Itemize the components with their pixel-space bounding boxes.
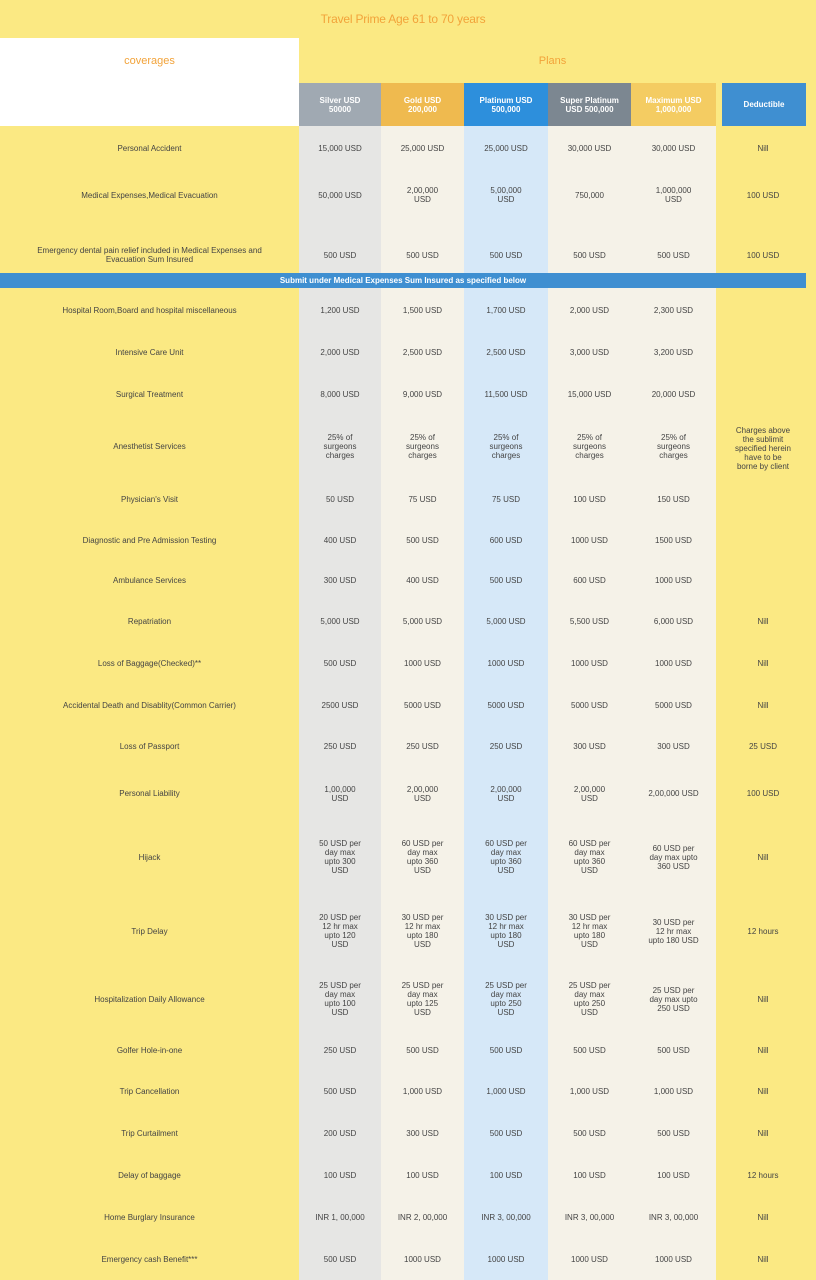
table-cell: 300 USD: [657, 742, 690, 751]
table-cell: 1000 USD: [404, 1254, 441, 1264]
table-cell: 500 USD: [657, 250, 690, 260]
table-cell: [720, 290, 806, 331]
plan-header-maximum: Maximum USD 1,000,000: [631, 83, 716, 126]
table-cell: 3,000 USD: [569, 347, 610, 357]
table-cell: 100 USD: [323, 1171, 357, 1180]
table-cell: 50,000 USD: [318, 190, 362, 200]
table-cell: 25,000 USD: [400, 143, 445, 153]
row-label: Physician's Visit: [121, 494, 178, 504]
table-cell: 5000 USD: [487, 700, 525, 710]
table-cell: 1000 USD: [655, 575, 692, 585]
row-label: Anesthetist Services: [113, 442, 186, 451]
table-cell: [720, 373, 806, 415]
plan-header-super-platinum: Super Platinum USD 500,000: [548, 83, 631, 126]
row-label: Trip Cancellation: [119, 1086, 180, 1096]
row-label: Diagnostic and Pre Admission Testing: [82, 535, 217, 545]
row-label: Trip Delay: [131, 926, 168, 936]
table-cell: 25 USD per day max upto 250 USD: [485, 981, 527, 1017]
table-cell: 25% of surgeons charges: [573, 433, 606, 460]
row-label: Home Burglary Insurance: [104, 1212, 195, 1222]
table-cell: 500 USD: [323, 658, 357, 668]
table-cell: 100 USD: [406, 1171, 439, 1180]
table-cell: INR 2, 00,000: [397, 1212, 448, 1222]
table-cell: 200 USD: [323, 1129, 357, 1138]
table-cell: 5,500 USD: [569, 616, 610, 626]
table-cell: 15,000 USD: [567, 389, 612, 399]
table-cell: 400 USD: [406, 575, 439, 585]
table-cell: INR 3, 00,000: [481, 1212, 531, 1222]
table-cell: [720, 478, 806, 520]
table-cell: 250 USD: [323, 742, 357, 751]
table-cell: 500 USD: [406, 535, 439, 545]
table-cell: 500 USD: [573, 1045, 606, 1055]
plan-header-gold: Gold USD 200,000: [381, 83, 464, 126]
table-cell: 30 USD per 12 hr max upto 180 USD: [485, 913, 527, 949]
table-cell: 750,000: [575, 190, 604, 200]
row-label: Hijack: [138, 852, 161, 862]
table-cell: 60 USD per day max upto 360 USD: [649, 843, 698, 871]
table-cell: 500 USD: [573, 250, 606, 260]
table-cell: 25 USD per day max upto 125 USD: [401, 981, 444, 1017]
table-cell: 100 USD: [573, 494, 606, 504]
table-cell: Nill: [757, 143, 769, 153]
plan-header-silver: Silver USD 50000: [299, 83, 381, 126]
plan-header-platinum: Platinum USD 500,000: [464, 83, 548, 126]
table-cell: 30 USD per 12 hr max upto 180 USD: [401, 913, 444, 949]
table-cell: [720, 560, 806, 600]
section-divider: Submit under Medical Expenses Sum Insured as specified below: [0, 273, 806, 288]
table-cell: Nill: [757, 852, 769, 862]
table-cell: 2,00,000 USD: [573, 784, 606, 803]
table-cell: 1,700 USD: [486, 306, 526, 315]
table-cell: 1,200 USD: [320, 306, 360, 315]
table-cell: 250 USD: [406, 742, 439, 751]
table-cell: 75 USD: [491, 494, 520, 504]
table-cell: 50 USD: [325, 494, 354, 504]
table-cell: 1000 USD: [571, 535, 608, 545]
coverages-header: coverages: [0, 38, 299, 83]
table-cell: 1,00,000 USD: [324, 784, 356, 803]
table-cell: 25 USD: [748, 742, 777, 751]
plans-header: Plans: [538, 54, 567, 67]
table-cell: [720, 415, 806, 478]
table-cell: 60 USD per day max upto 360 USD: [485, 839, 527, 875]
table-cell: 5,000 USD: [486, 616, 526, 626]
row-label: Hospital Room,Board and hospital miscellaneous: [62, 306, 237, 315]
table-cell: Nill: [757, 1254, 769, 1264]
table-cell: Nill: [757, 1045, 769, 1055]
table-cell: 1000 USD: [487, 658, 525, 668]
table-cell: 30 USD per 12 hr max upto 180 USD: [568, 913, 611, 949]
table-cell: [720, 331, 806, 373]
table-cell: 1000 USD: [571, 658, 608, 668]
table-cell: 250 USD: [323, 1045, 357, 1055]
table-cell: 100 USD: [657, 1171, 690, 1180]
table-cell: 500 USD: [489, 575, 523, 585]
table-cell: 11,500 USD: [484, 389, 528, 399]
table-cell: [720, 520, 806, 560]
table-cell: 30,000 USD: [651, 143, 696, 153]
table-cell: 60 USD per day max upto 360 USD: [401, 839, 444, 875]
table-cell: 500 USD: [657, 1129, 690, 1138]
table-cell: 1,000 USD: [653, 1086, 694, 1096]
table-cell: 50 USD per day max upto 300 USD: [319, 839, 361, 875]
table-cell: 5000 USD: [655, 700, 692, 710]
table-cell: Nill: [757, 1212, 769, 1222]
table-cell: 2,000 USD: [320, 347, 360, 357]
table-cell: Nill: [757, 700, 769, 710]
table-cell: 600 USD: [573, 575, 606, 585]
table-cell: 1,000,000 USD: [655, 186, 692, 204]
table-cell: 6,000 USD: [653, 616, 694, 626]
table-cell: 100 USD: [746, 190, 780, 200]
row-label: Intensive Care Unit: [115, 347, 184, 357]
table-cell: 8,000 USD: [320, 389, 360, 399]
table-cell: Nill: [757, 1129, 769, 1138]
table-cell: Nill: [757, 658, 769, 668]
row-label: Personal Accident: [117, 143, 182, 153]
table-cell: 1,500 USD: [402, 306, 443, 315]
table-cell: 500 USD: [489, 250, 523, 260]
table-cell: 300 USD: [323, 575, 357, 585]
row-label: Trip Curtailment: [121, 1129, 178, 1138]
row-label: Hospitalization Daily Allowance: [94, 994, 205, 1004]
table-cell: 25% of surgeons charges: [323, 433, 357, 460]
table-cell: 20 USD per 12 hr max upto 120 USD: [319, 913, 361, 949]
table-cell: 2500 USD: [321, 700, 359, 710]
table-cell: 500 USD: [406, 250, 439, 260]
table-cell: Nill: [757, 616, 769, 626]
row-label: Ambulance Services: [113, 575, 186, 585]
table-cell: 500 USD: [657, 1045, 690, 1055]
table-cell: 5,00,000 USD: [490, 186, 522, 204]
row-label: Delay of baggage: [118, 1171, 181, 1180]
row-label: Medical Expenses,Medical Evacuation: [81, 190, 218, 200]
table-cell: 500 USD: [323, 1254, 357, 1264]
table-cell: 150 USD: [657, 494, 690, 504]
table-cell: 30,000 USD: [567, 143, 612, 153]
table-cell: INR 3, 00,000: [564, 1212, 615, 1222]
table-cell: 1000 USD: [655, 658, 692, 668]
table-cell: 30 USD per 12 hr max upto 180 USD: [648, 917, 699, 945]
table-cell: 2,500 USD: [486, 347, 526, 357]
table-cell: 300 USD: [406, 1129, 439, 1138]
table-cell: 1,000 USD: [402, 1086, 443, 1096]
table-cell: 12 hours: [747, 926, 779, 936]
table-cell: 100 USD: [489, 1171, 523, 1180]
table-cell: INR 3, 00,000: [648, 1212, 699, 1222]
merged-deductible-note: Charges above the sublimit specified herein have to be borne by client: [734, 425, 792, 471]
table-cell: 2,00,000 USD: [406, 186, 439, 204]
table-cell: 5000 USD: [404, 700, 441, 710]
table-cell: 9,000 USD: [402, 389, 443, 399]
table-cell: INR 1, 00,000: [315, 1212, 365, 1222]
table-cell: 5000 USD: [571, 700, 608, 710]
row-label: Repatriation: [127, 616, 172, 626]
table-cell: 1000 USD: [487, 1254, 525, 1264]
table-cell: 15,000 USD: [318, 143, 362, 153]
table-cell: 25,000 USD: [484, 143, 528, 153]
table-cell: 100 USD: [746, 789, 780, 798]
table-cell: Nill: [757, 1086, 769, 1096]
table-cell: 25 USD per day max upto 250 USD: [649, 985, 698, 1013]
row-label: Loss of Baggage(Checked)**: [97, 658, 202, 668]
table-cell: 500 USD: [323, 250, 357, 260]
table-cell: 500 USD: [489, 1129, 523, 1138]
blank-header-cell: [0, 83, 299, 126]
row-label: Loss of Passport: [119, 742, 180, 751]
table-cell: 2,00,000 USD: [648, 789, 699, 798]
table-cell: 25 USD per day max upto 100 USD: [319, 981, 361, 1017]
table-cell: 1500 USD: [655, 535, 692, 545]
row-label: Personal Liability: [119, 789, 180, 798]
table-cell: 3,200 USD: [653, 347, 694, 357]
row-label: Emergency cash Benefit***: [101, 1254, 198, 1264]
table-cell: 2,000 USD: [569, 306, 610, 315]
page-title: Travel Prime Age 61 to 70 years: [320, 12, 486, 26]
table-cell: 2,00,000 USD: [406, 784, 439, 803]
table-cell: 100 USD: [746, 250, 780, 260]
table-cell: 2,00,000 USD: [490, 784, 522, 803]
table-cell: 500 USD: [489, 1045, 523, 1055]
table-cell: 2,300 USD: [653, 306, 694, 315]
table-cell: 600 USD: [489, 535, 523, 545]
table-cell: 60 USD per day max upto 360 USD: [568, 839, 611, 875]
table-cell: 25% of surgeons charges: [657, 433, 690, 460]
table-cell: 1,000 USD: [486, 1086, 526, 1096]
table-cell: 20,000 USD: [651, 389, 696, 399]
table-cell: 75 USD: [408, 494, 437, 504]
table-cell: 25% of surgeons charges: [489, 433, 523, 460]
row-label: Golfer Hole-in-one: [116, 1045, 183, 1055]
table-cell: 12 hours: [747, 1171, 779, 1180]
table-cell: 5,000 USD: [320, 616, 360, 626]
table-cell: 400 USD: [323, 535, 357, 545]
table-cell: 1000 USD: [655, 1254, 692, 1264]
table-cell: 1,000 USD: [569, 1086, 610, 1096]
row-label: Surgical Treatment: [115, 389, 184, 399]
table-cell: 1000 USD: [571, 1254, 608, 1264]
row-label: Emergency dental pain relief included in Medical Expenses and Evacuation Sum Insured: [37, 246, 262, 264]
table-cell: 2,500 USD: [402, 347, 443, 357]
row-label: Accidental Death and Disablity(Common Carrier): [63, 700, 236, 710]
table-cell: 25 USD per day max upto 250 USD: [568, 981, 611, 1017]
table-cell: 5,000 USD: [402, 616, 443, 626]
table-cell: 500 USD: [406, 1045, 439, 1055]
table-cell: 250 USD: [489, 742, 523, 751]
table-cell: 500 USD: [323, 1086, 357, 1096]
table-cell: Nill: [757, 994, 769, 1004]
table-cell: 1000 USD: [404, 658, 441, 668]
table-cell: 500 USD: [573, 1129, 606, 1138]
table-cell: 25% of surgeons charges: [406, 433, 439, 460]
table-cell: 100 USD: [573, 1171, 606, 1180]
plan-header-deductible: Deductible: [722, 83, 806, 126]
table-cell: 300 USD: [573, 742, 606, 751]
